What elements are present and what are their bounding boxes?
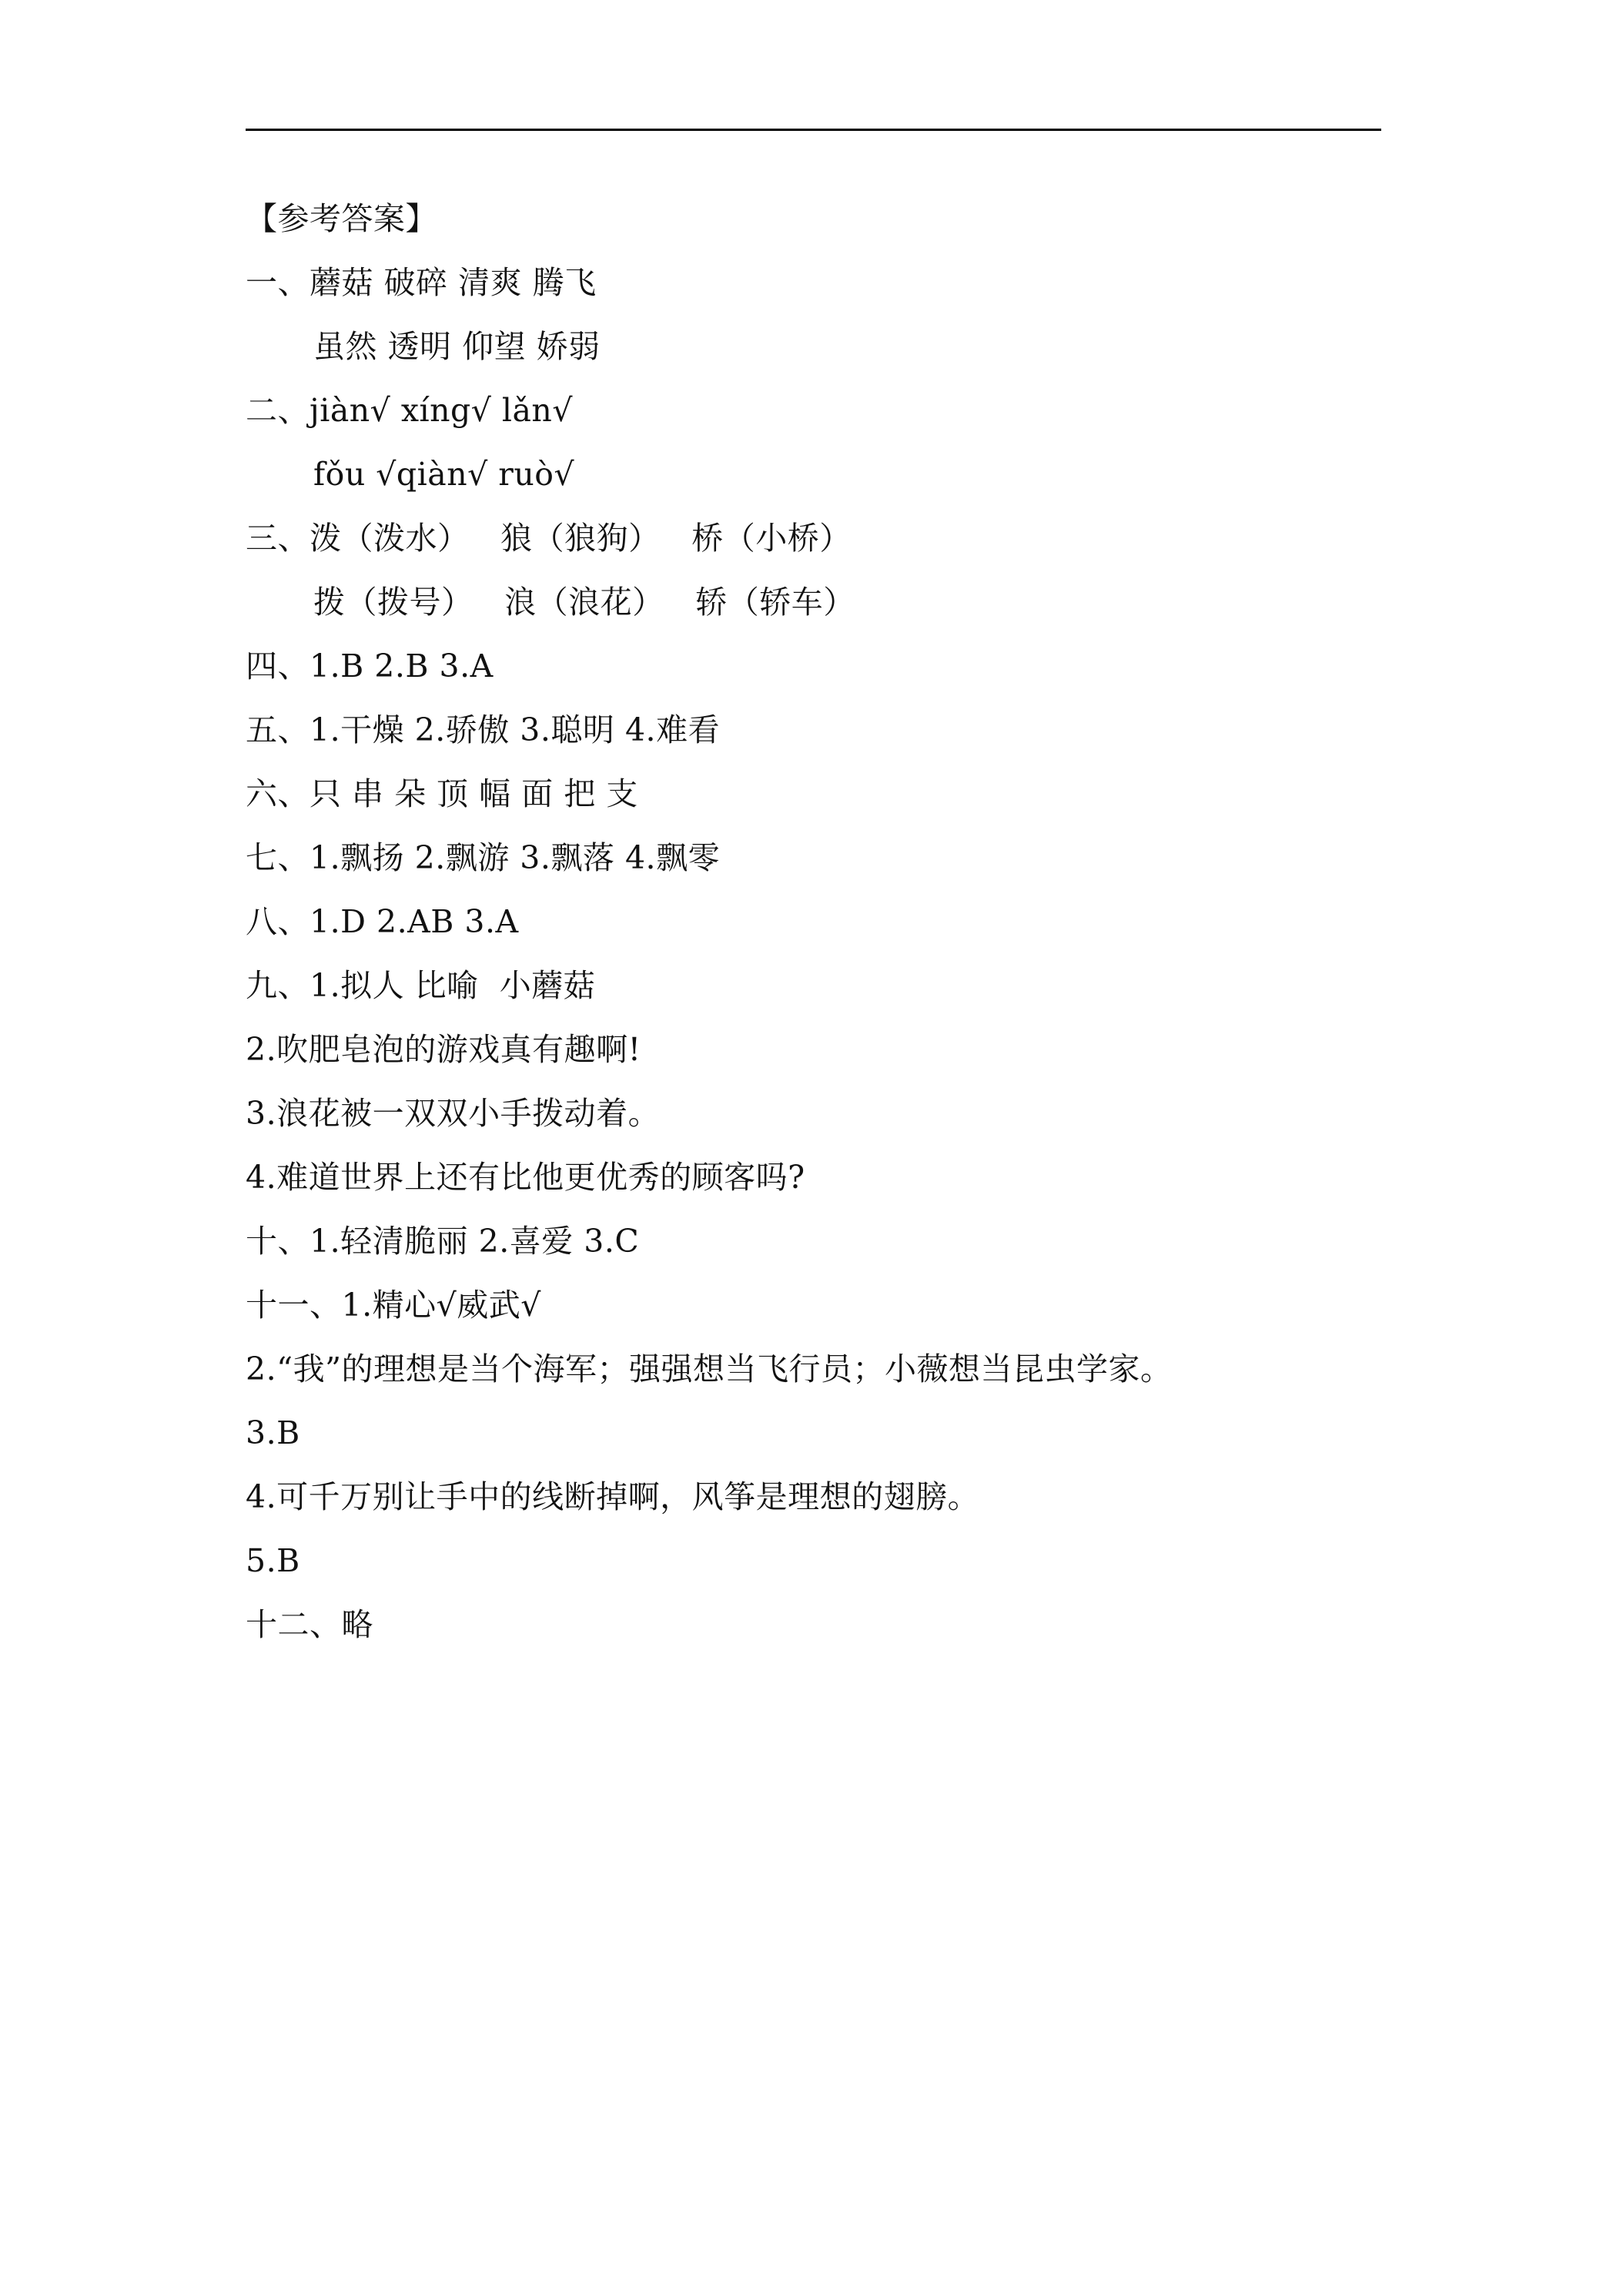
- answer-line: 九、1.拟人 比喻 小蘑菇: [246, 967, 596, 1004]
- answer-line: 二、jiàn√ xíng√ lǎn√: [246, 392, 573, 429]
- answer-line: 虽然 透明 仰望 娇弱: [313, 328, 601, 365]
- answer-line: 七、1.飘扬 2.飘游 3.飘落 4.飘零: [246, 839, 721, 876]
- answer-line: 4.可千万别让手中的线断掉啊，风筝是理想的翅膀。: [246, 1478, 980, 1515]
- answer-line: fǒu √qiàn√ ruò√: [313, 456, 575, 493]
- answer-key: [246, 192, 1381, 1662]
- answer-heading: 【参考答案】: [246, 200, 437, 237]
- answer-line: 六、只 串 朵 顶 幅 面 把 支: [246, 775, 638, 812]
- answer-line: 2.吹肥皂泡的游戏真有趣啊!: [246, 1031, 641, 1068]
- answer-line: 3.浪花被一双双小手拨动着。: [246, 1095, 661, 1132]
- answer-line: 五、1.干燥 2.骄傲 3.聪明 4.难看: [246, 711, 721, 748]
- answer-line: 5.B: [246, 1542, 300, 1579]
- answer-line: 三、泼（泼水） 狼（狼狗） 桥（小桥）: [246, 520, 852, 557]
- answer-line: 八、1.D 2.AB 3.A: [246, 903, 519, 940]
- answer-line: 2.“我”的理想是当个海军；强强想当飞行员；小薇想当昆虫学家。: [246, 1350, 1173, 1387]
- answer-line: 一、蘑菇 破碎 清爽 腾飞: [246, 264, 597, 301]
- answer-line: 十二、略: [246, 1606, 373, 1643]
- answer-line: 十、1.轻清脆丽 2.喜爱 3.C: [246, 1223, 640, 1260]
- answer-line: 四、1.B 2.B 3.A: [246, 648, 494, 684]
- header-rule: [246, 129, 1381, 131]
- answer-line: 4.难道世界上还有比他更优秀的顾客吗?: [246, 1159, 805, 1196]
- answer-line: 拨（拨号） 浪（浪花） 轿（轿车）: [313, 584, 855, 621]
- answer-line: 3.B: [246, 1414, 300, 1451]
- answer-line: 十一、1.精心√威武√: [246, 1287, 541, 1324]
